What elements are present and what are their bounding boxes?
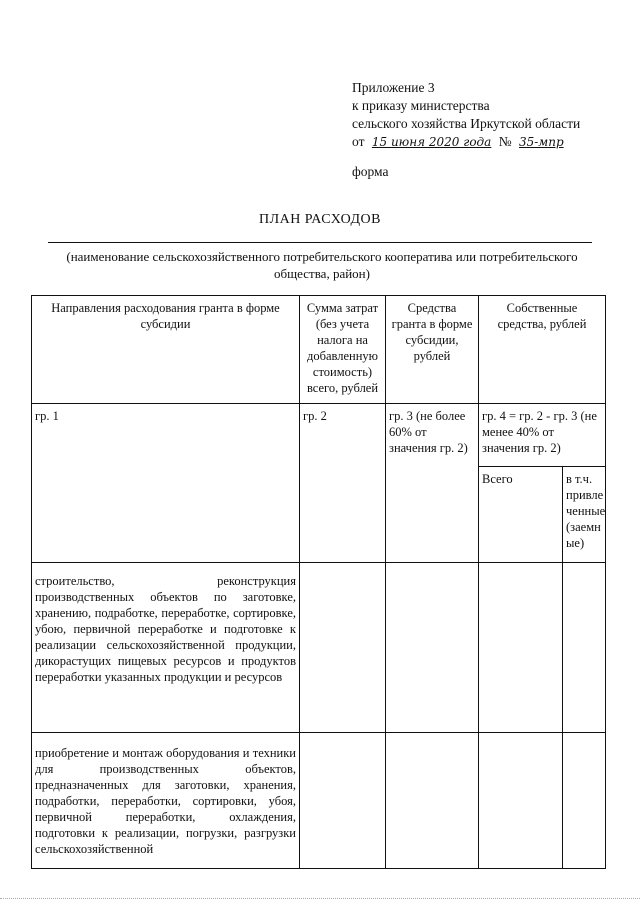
row-equipment: приобретение и монтаж оборудования и техники для производственных объектов, предназначенных для заготовки, хранения, подработки, переработки, сортировки, убоя, первичной переработки, охлаждения, подготовки к реализации, погрузки, разгрузки сельскохозяйственной — [32, 733, 300, 869]
table-cell — [563, 563, 606, 733]
table-row — [32, 563, 606, 733]
column-number-4: гр. 4 = гр. 2 - гр. 3 (не менее 40% от значения гр. 2) — [479, 404, 606, 467]
handwritten-number: 35-мпр — [518, 135, 564, 149]
header-total-cost: Сумма затрат (без учета налога на добавленную стоимость) всего, рублей — [300, 296, 386, 404]
table-cell — [300, 733, 386, 869]
page-edge-line — [0, 898, 640, 899]
appendix-order-ref: к приказу министерства — [352, 98, 490, 113]
date-prefix: от — [352, 134, 365, 149]
subheader-total: Всего — [479, 467, 563, 563]
number-sign: № — [498, 134, 512, 149]
appendix-block — [352, 79, 580, 151]
handwritten-date: 15 июня 2020 года — [371, 135, 492, 149]
table-cell — [386, 563, 479, 733]
appendix-number: Приложение 3 — [352, 80, 435, 95]
table-header-row — [32, 296, 606, 404]
document-title: ПЛАН РАСХОДОВ — [258, 212, 382, 227]
column-number-2: гр. 2 — [300, 404, 386, 563]
header-grant-funds: Средства гранта в форме субсидии, рублей — [386, 296, 479, 404]
table-cell — [479, 733, 563, 869]
header-own-funds: Собственные средства, рублей — [479, 296, 606, 404]
appendix-date-line — [352, 133, 580, 151]
appendix-ministry: сельского хозяйства Иркутской области — [352, 116, 581, 131]
name-caption: (наименование сельскохозяйственного потребительского кооператива или потребительского общества, район) — [66, 249, 578, 281]
row-construction: строительство, реконструкция производственных объектов по заготовке, хранению, подработке, переработке, сортировке, убою, первичной переработке и подготовке к реализации сельскохозяйственной продукции, дикорастущих пищевых ресурсов и продуктов переработки указанных продукции и ресурсов — [32, 563, 300, 733]
table-cell — [386, 733, 479, 869]
form-label: форма — [352, 164, 389, 179]
table-cell — [563, 733, 606, 869]
table-row — [32, 733, 606, 869]
table-number-row — [32, 404, 606, 467]
subheader-borrowed: в т.ч. привле ченные (заемн ые) — [563, 467, 606, 563]
expense-plan-table — [31, 295, 606, 869]
table-cell — [479, 563, 563, 733]
column-number-1: гр. 1 — [32, 404, 300, 563]
header-directions: Направления расходования гранта в форме субсидии — [32, 296, 300, 404]
name-fill-line — [48, 242, 592, 243]
table-cell — [300, 563, 386, 733]
column-number-3: гр. 3 (не более 60% от значения гр. 2) — [386, 404, 479, 563]
